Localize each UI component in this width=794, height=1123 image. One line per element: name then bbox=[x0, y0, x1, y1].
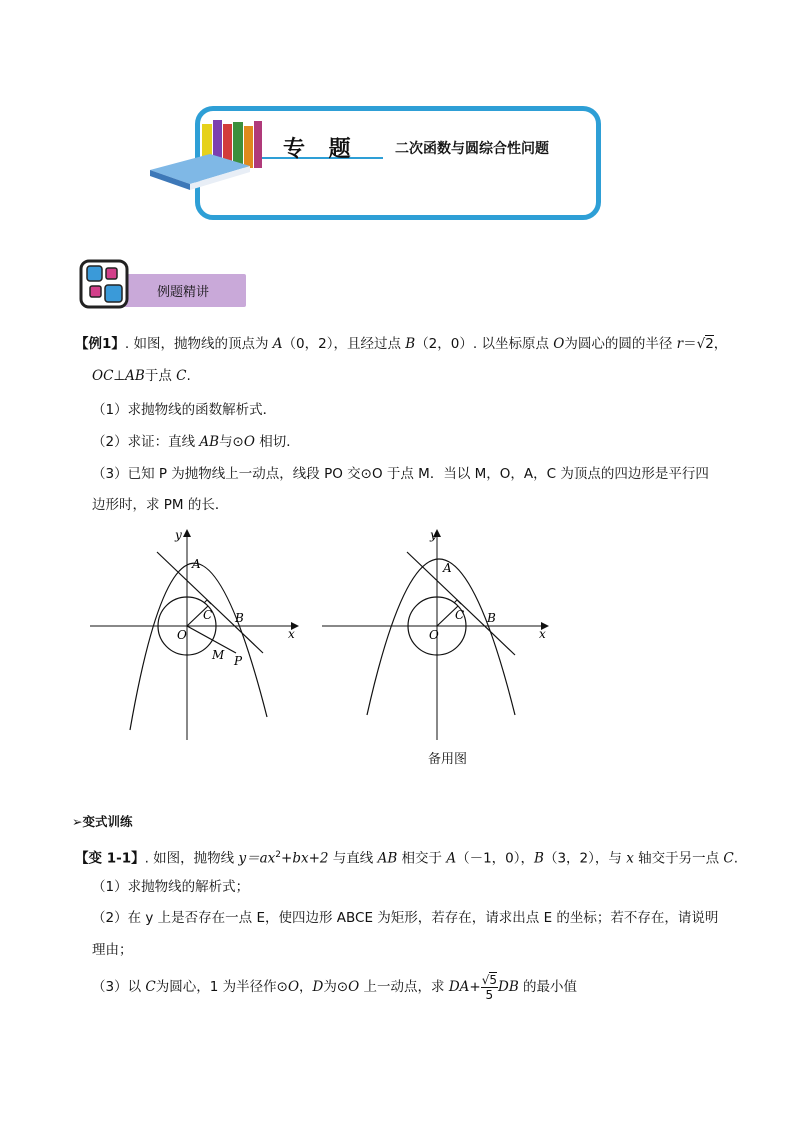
label-y: y bbox=[175, 528, 182, 542]
example1-tag: 【例1】 bbox=[75, 336, 125, 352]
sqrt-symbol-5: √ bbox=[481, 972, 490, 987]
variant-q1: （1）求抛物线的解析式； bbox=[92, 879, 250, 895]
label-p: P bbox=[234, 654, 243, 668]
variant-q2-line2: 理由； bbox=[92, 942, 133, 958]
sqrt-symbol: √ bbox=[696, 336, 706, 352]
parabola bbox=[130, 563, 267, 730]
label-x-backup: x bbox=[539, 627, 546, 641]
fraction-sqrt5-over-5: $\frac{√5}{5}$ bbox=[481, 972, 498, 1002]
label-b: B bbox=[235, 611, 244, 625]
label-a: A bbox=[192, 557, 201, 571]
label-x: x bbox=[288, 627, 295, 641]
label-a-backup: A bbox=[443, 561, 452, 575]
example1-q3-line1: （3）已知 P 为抛物线上一动点，线段 PO 交⊙O 于点 M．当以 M，O，A，C 为顶点的四边形是平行四 bbox=[92, 466, 709, 482]
variant-tag: 【变 1-1】 bbox=[75, 850, 145, 867]
example1-q2: （2）求证：直线 AB与⊙O 相切． bbox=[92, 434, 300, 450]
variant-line1: 【变 1-1】. 如图，抛物线 $y=ax^2+bx+2$ 与直线 AB 相交于 A（－1，0），B（3，2），与 x 轴交于另一点 C. bbox=[75, 850, 739, 867]
books-icon bbox=[140, 118, 275, 198]
example1-line2: OC⊥AB于点 C. bbox=[92, 368, 191, 384]
parabola-backup bbox=[367, 559, 515, 715]
variant-q2-line1: （2）在 y 上是否存在一点 E，使四边形 ABCE 为矩形，若存在，请求出点 E 的坐标；若不存在，请说明 bbox=[92, 910, 719, 926]
label-c: C bbox=[203, 608, 213, 622]
header-subtitle: 二次函数与圆综合性问题 bbox=[395, 141, 549, 157]
label-m: M bbox=[212, 648, 225, 662]
label-b-backup: B bbox=[487, 611, 496, 625]
example1-q1: （1）求抛物线的函数解析式． bbox=[92, 402, 277, 418]
variant-q3: （3）以 C为圆心，1 为半径作⊙O，D为⊙O 上一动点，求 DA+ $\frac{√5}{5}$ DB 的最小值 bbox=[92, 972, 578, 1002]
label-c-backup: C bbox=[455, 608, 465, 622]
variant-heading: ➢变式训练 bbox=[72, 814, 133, 829]
squares-icon bbox=[78, 258, 130, 310]
header-title: 专 题 bbox=[283, 136, 359, 162]
sqrt2-value: 2 bbox=[705, 336, 714, 352]
figure-main bbox=[85, 525, 310, 750]
backup-caption: 备用图 bbox=[428, 752, 468, 767]
label-o-backup: O bbox=[429, 628, 439, 642]
figure-backup bbox=[317, 525, 552, 750]
section-label: 例题精讲 bbox=[157, 285, 210, 300]
label-y-backup: y bbox=[430, 528, 437, 542]
example1-line1: 【例1】. 如图，抛物线的顶点为 A（0，2），且经过点 B（2，0）. 以坐标原点 O为圆心的圆的半径 r＝√2， bbox=[75, 336, 728, 352]
example1-q3-line2: 边形时，求 PM 的长． bbox=[92, 497, 229, 513]
label-o: O bbox=[177, 628, 187, 642]
